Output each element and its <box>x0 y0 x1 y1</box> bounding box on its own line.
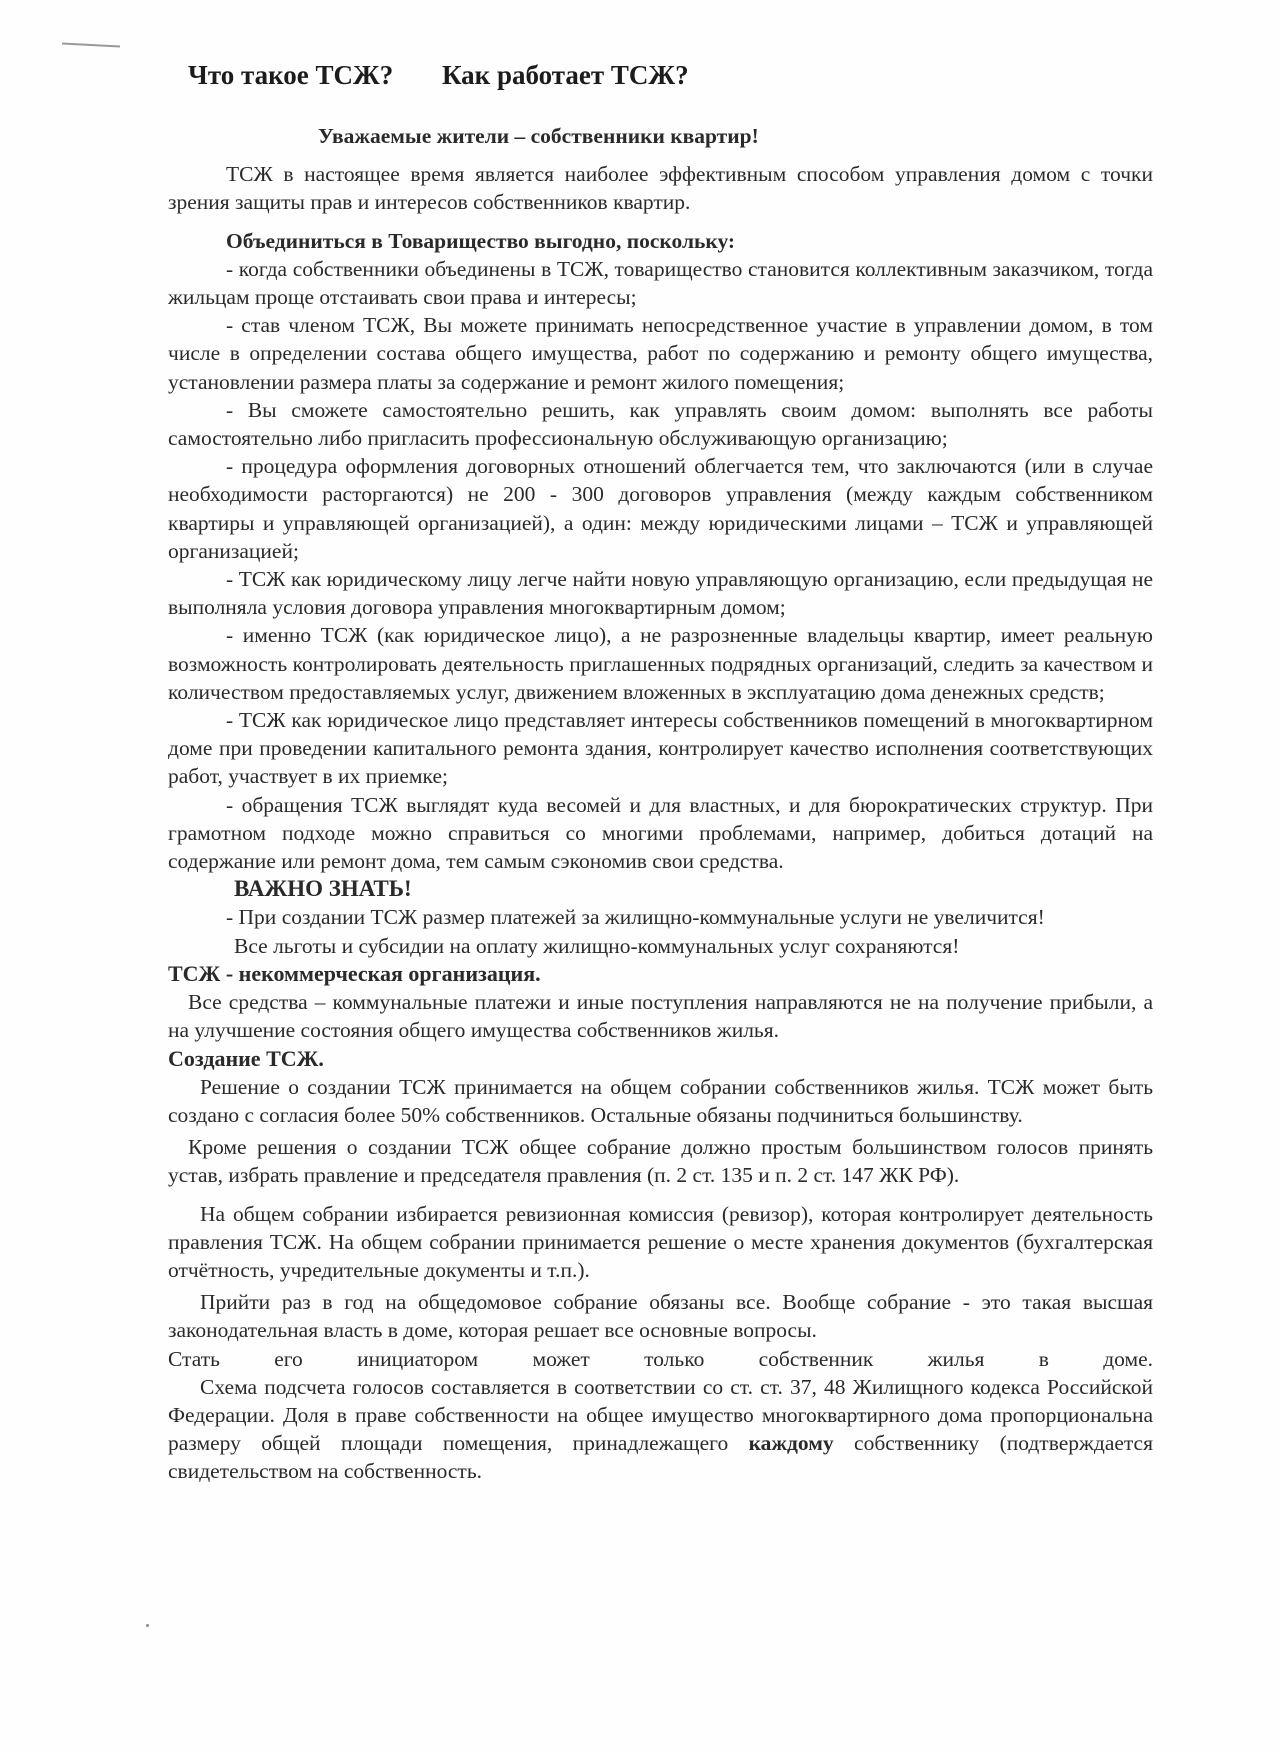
important-heading: ВАЖНО ЗНАТЬ! <box>234 876 412 902</box>
benefits-heading: Объединиться в Товарищество выгодно, поскольку: <box>226 228 736 253</box>
benefit-item: - процедура оформления договорных отношений облегчается тем, что заключаются (или в случае необходимости расторгаются) не 200 - 300 договоров управления (между каждым собственником квартиры и управляющей организацией), а один: между юридическими лицами – ТСЖ и управляющей организацией; <box>168 454 1153 563</box>
creation-paragraph-4: Прийти раз в год на общедомовое собрание обязаны все. Вообще собрание - это такая высшая законодательная власть в доме, которая решает все основные вопросы. <box>168 1290 1153 1343</box>
benefit-item: - ТСЖ как юридическое лицо представляет интересы собственников помещений в многоквартирном доме при проведении капитального ремонта здания, контролирует качество исполнения соответствующих работ, участвует в их приемке; <box>168 708 1153 789</box>
document-body <box>168 122 1153 1486</box>
benefit-item: - обращения ТСЖ выглядят куда весомей и для властных, и для бюрократических структур. При грамотном подходе можно справиться со многими проблемами, например, добиться дотаций на содержание или ремонт дома, тем самым сэкономив свои средства. <box>168 792 1153 874</box>
important-line-1: - При создании ТСЖ размер платежей за жилищно-коммунальные услуги не увеличится! <box>226 905 1045 930</box>
benefit-item: - ТСЖ как юридическому лицу легче найти новую управляющую организацию, если предыдущая не выполняла условия договора управления многоквартирным домом; <box>168 567 1153 620</box>
creation-p6-text-after: собственнику (подтверждается свидетельством на собственность. <box>168 1431 1153 1484</box>
scan-artifact-line <box>62 42 120 47</box>
noncommercial-text: Все средства – коммунальные платежи и иные поступления направляются не на получение прибыли, а на улучшение состояния общего имущества собственников жилья. <box>168 990 1153 1043</box>
title-question-1: Что такое ТСЖ? <box>188 60 394 90</box>
creation-p6-emphasis: каждому <box>748 1431 834 1456</box>
benefit-item: - Вы сможете самостоятельно решить, как управлять своим домом: выполнять все работы самостоятельно либо пригласить профессиональную обслуживающую организацию; <box>168 397 1153 451</box>
creation-paragraph-1: Решение о создании ТСЖ принимается на общем собрании собственников жилья. ТСЖ может быть создано с согласия более 50% собственников. Остальные обязаны подчиниться большинству. <box>168 1074 1153 1127</box>
intro-paragraph: ТСЖ в настоящее время является наиболее эффективным способом управления домом с точки зрения защиты прав и интересов собственников квартир. <box>168 162 1153 215</box>
creation-p6-text-before: Схема подсчета голосов составляется в соответствии со ст. ст. 37, 48 Жилищного кодекса Российской Федерации. Доля в праве собственности на общее имущество многоквартирного дома пропорциональна размеру общей площади помещения, принадлежащего <box>168 1374 1153 1456</box>
benefit-item: - когда собственники объединены в ТСЖ, товарищество становится коллективным заказчиком, тогда жильцам проще отстаивать свои права и интересы; <box>168 256 1153 310</box>
greeting: Уважаемые жители – собственники квартир! <box>318 124 759 148</box>
creation-paragraph-2: Кроме решения о создании ТСЖ общее собрание должно простым большинством голосов принять устав, избрать правление и председателя правления (п. 2 ст. 135 и п. 2 ст. 147 ЖК РФ). <box>168 1135 1153 1188</box>
scan-artifact-dot <box>146 1624 149 1627</box>
creation-paragraph-6 <box>168 1373 1153 1486</box>
noncommercial-heading: ТСЖ - некоммерческая организация. <box>168 960 541 986</box>
creation-paragraph-3: На общем собрании избирается ревизионная комиссия (ревизор), которая контролирует деятельность правления ТСЖ. На общем собрании принимается решение о месте хранения документов (бухгалтерская отчётность, учредительные документы и т.п.). <box>168 1201 1153 1282</box>
important-line-2: Все льготы и субсидии на оплату жилищно-коммунальных услуг сохраняются! <box>234 933 960 958</box>
creation-heading: Создание ТСЖ. <box>168 1045 324 1071</box>
title-question-2: Как работает ТСЖ? <box>441 60 689 90</box>
benefit-item: - став членом ТСЖ, Вы можете принимать непосредственное участие в управлении домом, в том числе в определении состава общего имущества, работ по содержанию и ремонту общего имущества, установлении размера платы за содержание и ремонт жилого помещения; <box>168 313 1153 394</box>
document-title <box>188 60 689 91</box>
creation-paragraph-5: Стать его инициатором может только собственник жилья в доме. <box>168 1346 1153 1371</box>
benefit-item: - именно ТСЖ (как юридическое лицо), а не разрозненные владельцы квартир, имеет реальную возможность контролировать деятельность приглашенных подрядных организаций, следить за качеством и количеством предоставляемых услуг, движением вложенных в эксплуатацию дома денежных средств; <box>168 623 1153 704</box>
